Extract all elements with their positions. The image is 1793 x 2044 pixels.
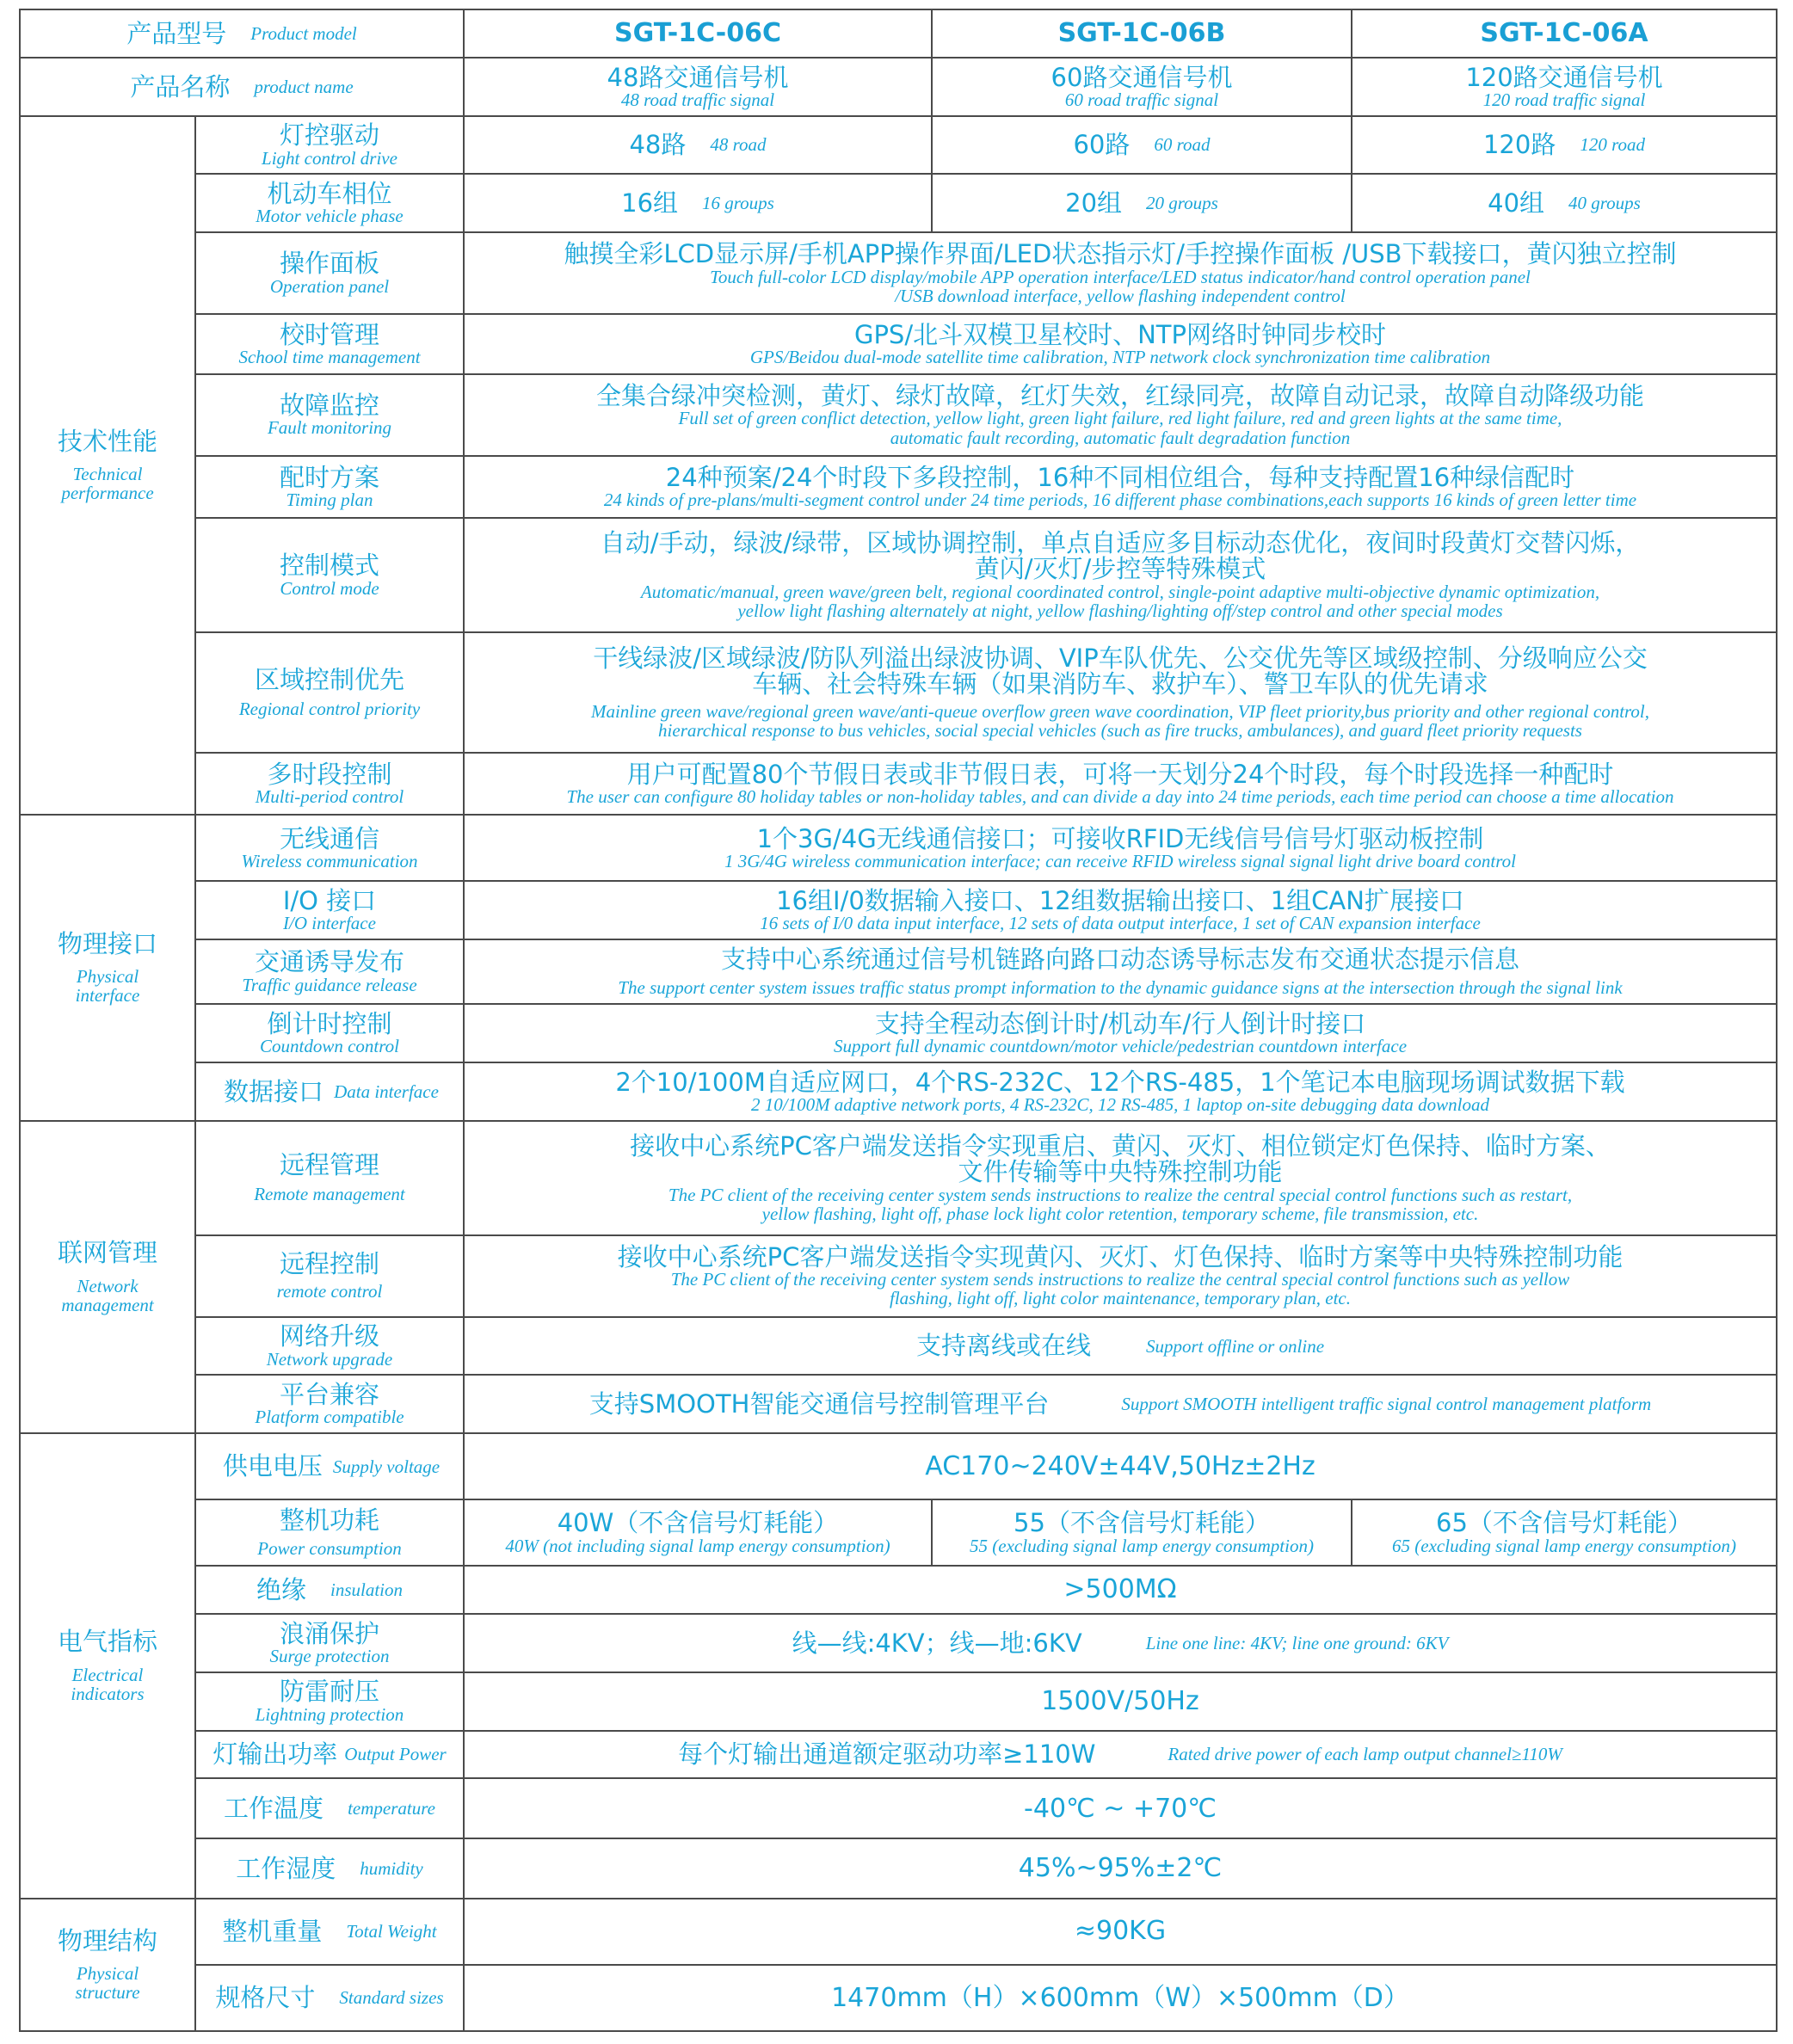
value-supply-voltage: AC170~240V±44V,50Hz±2Hz [464,1433,1777,1499]
value-wireless: 1个3G/4G无线通信接口；可接收RFID无线信号信号灯驱动板控制 1 3G/4G wireless communication interface; can receive RFID wireless signal signal light drive board control [464,815,1777,881]
label-power-consumption: 整机功耗 Power consumption [195,1499,464,1566]
value-insulation: >500MΩ [464,1566,1777,1614]
light-c: 48路 48 road [464,116,932,175]
value-remote-management: 接收中心系统PC客户端发送指令实现重启、黄闪、灭灯、相位锁定灯色保持、临时方案、 文件传输等中央特殊控制功能 The PC client of the receiving center system sends instructions to realize the central special control functions such as restart, yellow flashing, light off, phase lock light color retention, temporary scheme, file transmission, etc. [464,1121,1777,1235]
phase-c: 16组 16 groups [464,174,932,232]
light-a: 120路 120 road [1352,116,1777,175]
value-traffic-guidance: 支持中心系统通过信号机链路向路口动态诱导标志发布交通状态提示信息 The support center system issues traffic status prompt information to the dynamic guidance signs at the intersection through the signal link [464,939,1777,1004]
row-wireless [20,815,1777,881]
value-io: 16组I/0数据输入接口、12组数据输出接口、1组CAN扩展接口 16 sets of I/0 data input interface, 12 sets of data output interface, 1 set of CAN expansion interface [464,881,1777,939]
row-remote-management [20,1121,1777,1235]
row-temperature [20,1778,1777,1838]
group-physical-structure: 物理结构 Physical structure [20,1899,195,2031]
value-remote-control: 接收中心系统PC客户端发送指令实现黄闪、灭灯、灯色保持、临时方案等中央特殊控制功能 The PC client of the receiving center system sends instructions to realize the central special control functions such as yellow flashing, light off, light color maintenance, temporary plan, etc. [464,1235,1777,1317]
value-multi-period: 用户可配置80个节假日表或非节假日表，可将一天划分24个时段，每个时段选择一种配时 The user can configure 80 holiday tables or non-holiday tables, and can divide a day into 24 time periods, each time period can choose a time allocation [464,753,1777,815]
phase-b: 20组 20 groups [932,174,1352,232]
label-standard-sizes: 规格尺寸 Standard sizes [195,1965,464,2031]
group-physical-interface: 物理接口 Physical interface [20,815,195,1120]
model-b: SGT-1C-06B [932,9,1352,58]
label-humidity: 工作湿度 humidity [195,1838,464,1899]
row-time-management [20,314,1777,374]
value-humidity: 45%~95%±2℃ [464,1838,1777,1899]
label-temperature: 工作温度 temperature [195,1778,464,1838]
label-en: Product model [250,22,357,44]
row-countdown [20,1004,1777,1062]
model-a: SGT-1C-06A [1352,9,1777,58]
phase-a: 40组 40 groups [1352,174,1777,232]
row-io [20,881,1777,939]
row-product-name [20,58,1777,116]
value-control-mode: 自动/手动，绿波/绿带，区域协调控制，单点自适应多目标动态优化，夜间时段黄灯交替闪烁， 黄闪/灭灯/步控等特殊模式 Automatic/manual, green wave/green belt, regional coordinated control, single-point adaptive multi-objective dynamic optimization, yellow light flashing alternately at night, yellow flashing/lighting off/step control and other special modes [464,518,1777,632]
value-data-interface: 2个10/100M自适应网口，4个RS-232C、12个RS-485，1个笔记本电脑现场调试数据下载 2 10/100M adaptive network ports, 4 RS-232C, 12 RS-485, 1 laptop on-site debugging data download [464,1062,1777,1121]
row-output-power [20,1731,1777,1779]
label-lightning: 防雷耐压 Lightning protection [195,1672,464,1731]
row-data-interface [20,1062,1777,1121]
label-insulation: 绝缘 insulation [195,1566,464,1614]
name-b: 60路交通信号机 60 road traffic signal [932,58,1352,116]
value-time-management: GPS/北斗双模卫星校时、NTP网络时钟同步校时 GPS/Beidou dual-mode satellite time calibration, NTP network clock synchronization time calibration [464,314,1777,374]
label-platform: 平台兼容 Platform compatible [195,1375,464,1433]
row-network-upgrade [20,1317,1777,1376]
label-total-weight: 整机重量 Total Weight [195,1899,464,1965]
label-remote-control: 远程控制 remote control [195,1235,464,1317]
value-surge: 线—线:4KV；线—地:6KV Line one line: 4KV; line one ground: 6KV [464,1614,1777,1672]
row-timing-plan [20,456,1777,518]
row-lightning [20,1672,1777,1731]
label-multi-period: 多时段控制 Multi-period control [195,753,464,815]
power-b: 55（不含信号灯耗能） 55 (excluding signal lamp energy consumption) [932,1499,1352,1566]
label-data-interface: 数据接口 Data interface [195,1062,464,1121]
label-countdown: 倒计时控制 Countdown control [195,1004,464,1062]
value-output-power: 每个灯输出通道额定驱动功率≥110W Rated drive power of each lamp output channel≥110W [464,1731,1777,1779]
row-insulation [20,1566,1777,1614]
label-timing-plan: 配时方案 Timing plan [195,456,464,518]
model-c: SGT-1C-06C [464,9,932,58]
label-cn: 产品型号 [126,18,227,48]
label-product-model [20,9,464,58]
row-surge [20,1614,1777,1672]
value-fault-monitoring: 全集合绿冲突检测，黄灯、绿灯故障，红灯失效，红绿同亮，故障自动记录，故障自动降级功能 Full set of green conflict detection, yellow light, green light failure, red light failure, red and green lights at the same time, automatic fault recording, automatic fault degradation function [464,374,1777,456]
label-output-power: 灯输出功率 Output Power [195,1731,464,1779]
label-network-upgrade: 网络升级 Network upgrade [195,1317,464,1376]
value-operation-panel: 触摸全彩LCD显示屏/手机APP操作界面/LED状态指示灯/手控操作面板 /USB下载接口，黄闪独立控制 Touch full-color LCD display/mobile APP operation interface/LED status indicator/hand control operation panel /USB download interface, yellow flashing independent control [464,232,1777,314]
row-traffic-guidance [20,939,1777,1004]
row-platform [20,1375,1777,1433]
group-technical: 技术性能 Technical performance [20,116,195,816]
label-traffic-guidance: 交通诱导发布 Traffic guidance release [195,939,464,1004]
row-humidity [20,1838,1777,1899]
value-standard-sizes: 1470mm（H）×600mm（W）×500mm（D） [464,1965,1777,2031]
row-product-model [20,9,1777,58]
name-c: 48路交通信号机 48 road traffic signal [464,58,932,116]
value-lightning: 1500V/50Hz [464,1672,1777,1731]
row-power-consumption [20,1499,1777,1566]
row-supply-voltage [20,1433,1777,1499]
label-fault-monitoring: 故障监控 Fault monitoring [195,374,464,456]
power-c: 40W（不含信号灯耗能） 40W (not including signal lamp energy consumption) [464,1499,932,1566]
value-regional-priority: 干线绿波/区域绿波/防队列溢出绿波协调、VIP车队优先、公交优先等区域级控制、分级响应公交 车辆、社会特殊车辆（如果消防车、救护车）、警卫车队的优先请求 Mainline green wave/regional green wave/anti-queue overflow green wave coordination, VIP fleet priority,bus priority and other regional control, hierarchical response to bus vehicles, social special vehicles (such as fire trucks, ambulances), and guard fleet priority requests [464,632,1777,753]
group-network-management: 联网管理 Network management [20,1121,195,1433]
row-standard-sizes [20,1965,1777,2031]
row-light-control [20,116,1777,175]
row-total-weight [20,1899,1777,1965]
group-electrical: 电气指标 Electrical indicators [20,1433,195,1899]
value-network-upgrade: 支持离线或在线 Support offline or online [464,1317,1777,1376]
label-io: I/O 接口 I/O interface [195,881,464,939]
row-motor-phase [20,174,1777,232]
label-light-control: 灯控驱动 Light control drive [195,116,464,175]
row-control-mode [20,518,1777,632]
value-countdown: 支持全程动态倒计时/机动车/行人倒计时接口 Support full dynamic countdown/motor vehicle/pedestrian countdown interface [464,1004,1777,1062]
label-time-management: 校时管理 School time management [195,314,464,374]
label-surge: 浪涌保护 Surge protection [195,1614,464,1672]
value-temperature: -40℃ ~ +70℃ [464,1778,1777,1838]
row-remote-control [20,1235,1777,1317]
label-regional-priority: 区域控制优先 Regional control priority [195,632,464,753]
spec-table [19,9,1778,2032]
name-a: 120路交通信号机 120 road traffic signal [1352,58,1777,116]
label-supply-voltage: 供电电压 Supply voltage [195,1433,464,1499]
power-a: 65（不含信号灯耗能） 65 (excluding signal lamp energy consumption) [1352,1499,1777,1566]
label-control-mode: 控制模式 Control mode [195,518,464,632]
row-operation-panel [20,232,1777,314]
row-multi-period [20,753,1777,815]
value-total-weight: ≈90KG [464,1899,1777,1965]
label-operation-panel: 操作面板 Operation panel [195,232,464,314]
label-product-name: 产品名称 product name [20,58,464,116]
label-motor-phase: 机动车相位 Motor vehicle phase [195,174,464,232]
light-b: 60路 60 road [932,116,1352,175]
label-wireless: 无线通信 Wireless communication [195,815,464,881]
value-platform: 支持SMOOTH智能交通信号控制管理平台 Support SMOOTH intelligent traffic signal control management platform [464,1375,1777,1433]
row-regional-priority [20,632,1777,753]
value-timing-plan: 24种预案/24个时段下多段控制，16种不同相位组合，每种支持配置16种绿信配时 24 kinds of pre-plans/multi-segment control under 24 time periods, 16 different phase combinations,each supports 16 kinds of green letter time [464,456,1777,518]
row-fault-monitoring [20,374,1777,456]
label-remote-management: 远程管理 Remote management [195,1121,464,1235]
